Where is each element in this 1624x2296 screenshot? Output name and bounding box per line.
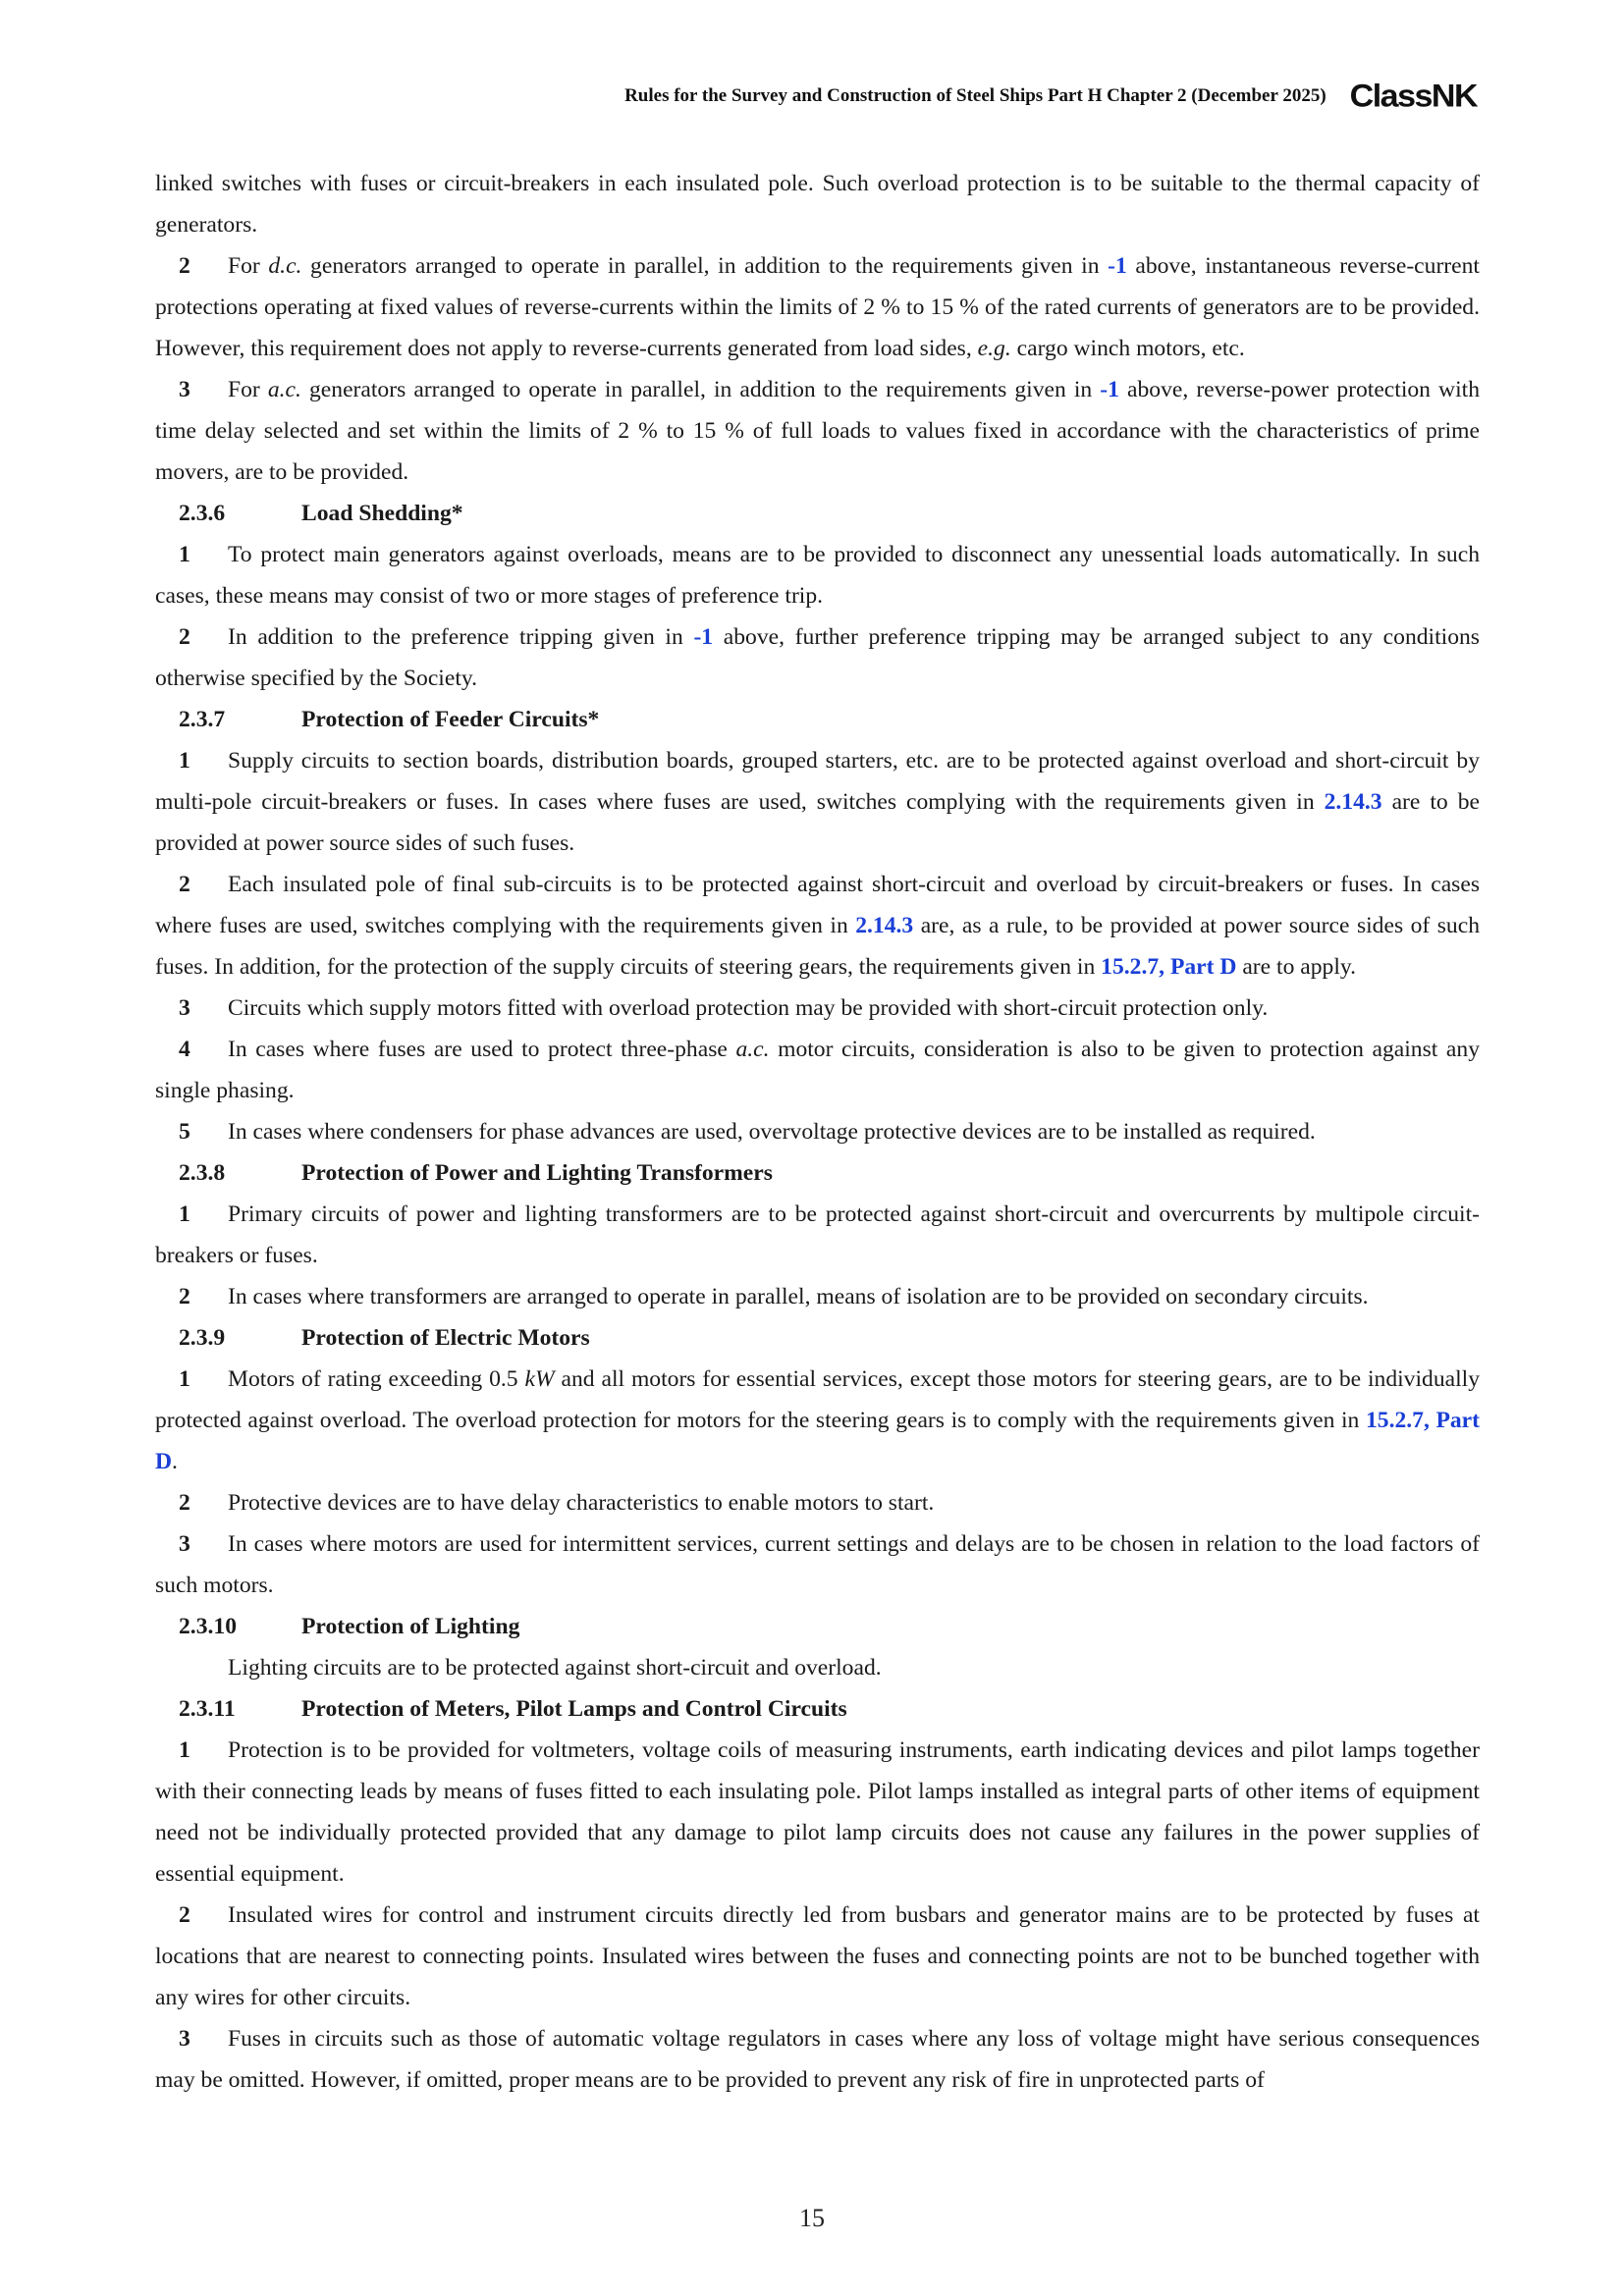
- cross-reference-link[interactable]: 2.14.3: [1324, 789, 1382, 815]
- section-heading-2-3-10: 2.3.10 Protection of Lighting: [179, 1614, 520, 1639]
- section-heading-2-3-6: 2.3.6 Load Shedding*: [179, 501, 463, 526]
- paragraph-number: 2: [179, 1902, 190, 1928]
- cross-reference-link[interactable]: 15.2.7, Part D: [1101, 954, 1237, 980]
- paragraph-2-3-8-1: 1 Primary circuits of power and lighting transformers are to be protected against short-circuit and overcurrents by multipole circuit-breakers or fuses.: [155, 1194, 1480, 1276]
- page-number: 15: [799, 2204, 825, 2232]
- document-body: [155, 163, 1480, 2101]
- paragraph-number: 1: [179, 1366, 190, 1392]
- paragraph-continued: linked switches with fuses or circuit-breakers in each insulated pole. Such overload protection is to be suitable to the thermal capacity of generators.: [155, 171, 1480, 238]
- cross-reference-link[interactable]: -1: [1100, 377, 1119, 402]
- cross-reference-link[interactable]: -1: [693, 624, 714, 650]
- paragraph-2-3-11-1: 1 Protection is to be provided for voltmeters, voltage coils of measuring instruments, earth indicating devices and pilot lamps together with their connecting leads by means of fuses fitted to each insulating pole. Pilot lamps installed as integral parts of other items of equipment need not be individually protected provided that any damage to pilot lamp circuits does not cause any failures in the power supplies of essential equipment.: [155, 1730, 1480, 1895]
- paragraph-number: 3: [179, 377, 190, 402]
- paragraph-2-3-10: Lighting circuits are to be protected against short-circuit and overload.: [228, 1655, 882, 1681]
- paragraph-number: 1: [179, 1201, 190, 1227]
- paragraph-2-3-7-4: 4 In cases where fuses are used to protect three-phase a.c. motor circuits, consideration is also to be given to protection against any single phasing.: [155, 1029, 1480, 1111]
- paragraph-number: 5: [179, 1119, 190, 1145]
- paragraph-2-3-5-2: 2 For d.c. generators arranged to operate in parallel, in addition to the requirements given in -1 above, instantaneous reverse-current protections operating at fixed values of reverse-currents within the limits of 2 % to 15 % of the rated currents of generators are to be provided. However, this requirement does not apply to reverse-currents generated from load sides, e.g. cargo winch motors, etc.: [155, 245, 1480, 369]
- section-heading-2-3-7: 2.3.7 Protection of Feeder Circuits*: [179, 707, 600, 732]
- paragraph-number: 3: [179, 995, 190, 1021]
- paragraph-2-3-9-3: 3 In cases where motors are used for intermittent services, current settings and delays are to be chosen in relation to the load factors of such motors.: [155, 1523, 1480, 1606]
- section-heading-2-3-11: 2.3.11 Protection of Meters, Pilot Lamps and Control Circuits: [179, 1696, 847, 1722]
- paragraph-2-3-7-3: 3 Circuits which supply motors fitted with overload protection may be provided with short-circuit protection only.: [155, 988, 1480, 1029]
- cross-reference-link[interactable]: 2.14.3: [855, 913, 914, 938]
- paragraph-2-3-5-3: 3 For a.c. generators arranged to operate in parallel, in addition to the requirements given in -1 above, reverse-power protection with time delay selected and set within the limits of 2 % to 15 % of full loads to values fixed in accordance with the characteristics of prime movers, are to be provided.: [155, 369, 1480, 493]
- paragraph-2-3-8-2: 2 In cases where transformers are arranged to operate in parallel, means of isolation are to be provided on secondary circuits.: [155, 1276, 1480, 1317]
- paragraph-number: 1: [179, 748, 190, 774]
- paragraph-2-3-11-2: 2 Insulated wires for control and instrument circuits directly led from busbars and generator mains are to be protected by fuses at locations that are nearest to connecting points. Insulated wires between the fuses and connecting points are not to be bunched together with any wires for other circuits.: [155, 1895, 1480, 2018]
- section-heading-2-3-9: 2.3.9 Protection of Electric Motors: [179, 1325, 590, 1351]
- paragraph-2-3-7-2: 2 Each insulated pole of final sub-circuits is to be protected against short-circuit and overload by circuit-breakers or fuses. In cases where fuses are used, switches complying with the requirements given in 2.14.3 are, as a rule, to be provided at power source sides of such fuses. In addition, for the protection of the supply circuits of steering gears, the requirements given in 15.2.7, Part D are to apply.: [155, 864, 1480, 988]
- cross-reference-link[interactable]: -1: [1108, 253, 1127, 279]
- paragraph-number: 2: [179, 1284, 190, 1309]
- paragraph-2-3-7-5: 5 In cases where condensers for phase advances are used, overvoltage protective devices are to be installed as required.: [155, 1111, 1480, 1152]
- paragraph-number: 1: [179, 542, 190, 567]
- paragraph-number: 2: [179, 872, 190, 897]
- paragraph-2-3-6-2: 2 In addition to the preference tripping given in -1 above, further preference tripping may be arranged subject to any conditions otherwise specified by the Society.: [155, 616, 1480, 699]
- running-header-title: Rules for the Survey and Construction of Steel Ships Part H Chapter 2 (December 2025): [624, 85, 1326, 106]
- page-header: [624, 77, 1477, 116]
- paragraph-2-3-11-3: 3 Fuses in circuits such as those of automatic voltage regulators in cases where any loss of voltage might have serious consequences may be omitted. However, if omitted, proper means are to be provided to prevent any risk of fire in unprotected parts of: [155, 2018, 1480, 2101]
- paragraph-number: 2: [179, 253, 190, 279]
- paragraph-2-3-9-2: 2 Protective devices are to have delay characteristics to enable motors to start.: [155, 1482, 1480, 1523]
- classnk-logo: ClassNK: [1349, 78, 1477, 114]
- paragraph-number: 3: [179, 1531, 190, 1557]
- paragraph-2-3-9-1: 1 Motors of rating exceeding 0.5 kW and all motors for essential services, except those motors for steering gears, are to be individually protected against overload. The overload protection for motors for the steering gears is to comply with the requirements given in 15.2.7, Part D.: [155, 1359, 1480, 1482]
- paragraph-number: 1: [179, 1737, 190, 1763]
- cross-reference-link[interactable]: 15.2.7, Part D: [155, 1408, 1480, 1474]
- paragraph-number: 3: [179, 2026, 190, 2052]
- paragraph-2-3-6-1: 1 To protect main generators against overloads, means are to be provided to disconnect any unessential loads automatically. In such cases, these means may consist of two or more stages of preference trip.: [155, 534, 1480, 616]
- paragraph-number: 2: [179, 624, 190, 650]
- paragraph-number: 2: [179, 1490, 190, 1516]
- section-heading-2-3-8: 2.3.8 Protection of Power and Lighting Transformers: [179, 1160, 773, 1186]
- paragraph-number: 4: [179, 1037, 190, 1062]
- paragraph-2-3-7-1: 1 Supply circuits to section boards, distribution boards, grouped starters, etc. are to be protected against overload and short-circuit by multi-pole circuit-breakers or fuses. In cases where fuses are used, switches complying with the requirements given in 2.14.3 are to be provided at power source sides of such fuses.: [155, 740, 1480, 864]
